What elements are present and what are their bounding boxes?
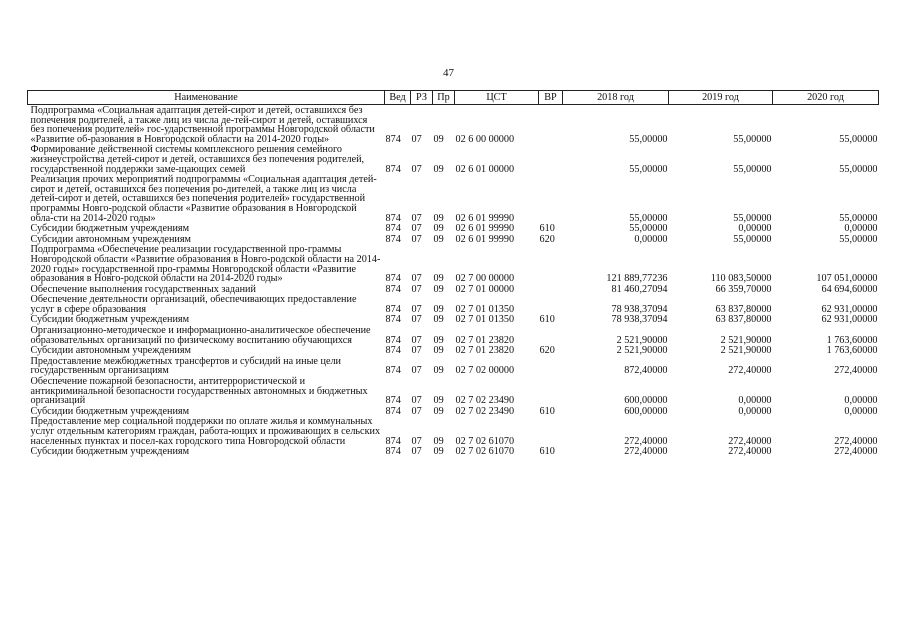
cell-2019: 63 837,80000: [715, 314, 772, 326]
cell-2020: 107 051,00000: [816, 273, 878, 285]
cell-2018: 55,00000: [629, 163, 668, 175]
cell-ved: 874: [385, 283, 401, 295]
table-body: [28, 105, 879, 457]
cell-rz: 07: [411, 446, 422, 458]
cell-name: Подпрограмма «Обеспечение реализации государственной про-граммы Новгородской области «Развитие образования в Новго-родской области на 2014-2020 годы» государственной про-граммы Новгородской области «Развитие образования в Новго-родской области на 2014-2020 годы»: [30, 244, 381, 285]
cell-name: Субсидии бюджетным учреждениям: [30, 446, 190, 458]
header-cst: ЦСТ: [455, 91, 539, 105]
header-pr: Пр: [433, 91, 455, 105]
table-row: [28, 144, 879, 174]
cell-pr: 09: [433, 233, 444, 245]
table-row: [28, 105, 879, 145]
cell-vr: [539, 174, 563, 223]
header-rz: РЗ: [411, 91, 433, 105]
cell-2019: 55,00000: [733, 163, 772, 175]
cell-vr: [539, 105, 563, 145]
cell-cst: 02 6 01 00000: [455, 163, 515, 175]
cell-cst: 02 6 01 99990: [455, 212, 515, 224]
cell-cst: 02 7 01 23820: [455, 345, 515, 357]
cell-cst: 02 6 01 99990: [455, 233, 515, 245]
header-vr: ВР: [539, 91, 563, 105]
header-2019: 2019 год: [669, 91, 773, 105]
cell-pr: 09: [433, 405, 444, 417]
cell-2018: 81 460,27094: [611, 283, 668, 295]
cell-2019: 55,00000: [733, 212, 772, 224]
table-row: [28, 244, 879, 283]
cell-2020: 55,00000: [839, 212, 878, 224]
cell-cst: 02 7 01 23820: [455, 334, 515, 346]
cell-name: Субсидии бюджетным учреждениям: [30, 223, 190, 235]
cell-2020: 64 694,60000: [821, 283, 878, 295]
cell-name: Подпрограмма «Социальная адаптация детей-сирот и детей, оставшихся без попечения родителей, а также лиц из числа де-тей-сирот и детей, оставшихся без попечения родителей» гос-ударственной программы Новгородской области «Развитие об-разования в Новгородской области на 2014-2020 годы»: [30, 105, 375, 145]
cell-2018: 272,40000: [624, 435, 668, 447]
page-number: 47: [443, 67, 454, 79]
cell-2018: 55,00000: [629, 223, 668, 235]
cell-2018: 121 889,77236: [606, 273, 668, 285]
cell-ved: 874: [385, 435, 401, 447]
cell-2018: 0,00000: [634, 233, 668, 245]
cell-vr: [539, 284, 563, 295]
cell-vr: [539, 294, 563, 314]
cell-2020: 272,40000: [834, 446, 878, 458]
cell-rz: 07: [411, 163, 422, 175]
header-ved: Вед: [385, 91, 411, 105]
cell-vr: 610: [539, 223, 555, 235]
cell-cst: 02 7 02 00000: [455, 365, 515, 377]
cell-2020: 272,40000: [834, 435, 878, 447]
cell-rz: 07: [411, 395, 422, 407]
cell-rz: 07: [411, 212, 422, 224]
table-row: [28, 314, 879, 325]
cell-rz: 07: [411, 233, 422, 245]
cell-2019: 272,40000: [728, 365, 772, 377]
cell-pr: 09: [433, 435, 444, 447]
table-row: [28, 356, 879, 376]
cell-2020: 55,00000: [839, 233, 878, 245]
cell-2019: 63 837,80000: [715, 303, 772, 315]
cell-2020: 0,00000: [844, 395, 878, 407]
cell-rz: 07: [411, 283, 422, 295]
table-row: [28, 294, 879, 314]
cell-cst: 02 7 00 00000: [455, 273, 515, 285]
cell-2019: 55,00000: [733, 133, 772, 145]
cell-vr: [539, 416, 563, 446]
cell-vr: 620: [539, 345, 555, 357]
cell-vr: [539, 356, 563, 376]
cell-ved: 874: [385, 223, 401, 235]
cell-ved: 874: [385, 133, 401, 145]
cell-2020: 1 763,60000: [826, 334, 878, 346]
cell-2019: 2 521,90000: [720, 334, 772, 346]
cell-rz: 07: [411, 273, 422, 285]
cell-2019: 0,00000: [738, 405, 772, 417]
cell-pr: 09: [433, 395, 444, 407]
cell-pr: 09: [433, 212, 444, 224]
cell-rz: 07: [411, 365, 422, 377]
table-row: [28, 284, 879, 295]
cell-vr: [539, 325, 563, 345]
header-name: Наименование: [28, 91, 385, 105]
cell-cst: 02 7 01 00000: [455, 283, 515, 295]
cell-cst: 02 7 02 23490: [455, 405, 515, 417]
cell-pr: 09: [433, 273, 444, 285]
cell-ved: 874: [385, 303, 401, 315]
cell-2018: 600,00000: [624, 405, 668, 417]
cell-2019: 0,00000: [738, 395, 772, 407]
header-2020: 2020 год: [773, 91, 879, 105]
cell-rz: 07: [411, 334, 422, 346]
cell-pr: 09: [433, 283, 444, 295]
cell-name: Субсидии бюджетным учреждениям: [30, 405, 190, 417]
cell-2018: 55,00000: [629, 133, 668, 145]
cell-2018: 55,00000: [629, 212, 668, 224]
cell-cst: 02 7 01 01350: [455, 303, 515, 315]
cell-2018: 2 521,90000: [616, 345, 668, 357]
cell-ved: 874: [385, 233, 401, 245]
cell-ved: 874: [385, 365, 401, 377]
cell-rz: 07: [411, 223, 422, 235]
budget-table: [27, 90, 879, 457]
cell-2018: 600,00000: [624, 395, 668, 407]
cell-name: Обеспечение пожарной безопасности, антитеррористической и антикриминальной безопасности государственных автономных и бюджетных организаций: [30, 376, 368, 407]
cell-rz: 07: [411, 345, 422, 357]
table-row: [28, 223, 879, 234]
cell-name: Субсидии автономным учреждениям: [30, 345, 191, 357]
cell-2019: 272,40000: [728, 435, 772, 447]
cell-vr: [539, 144, 563, 174]
cell-cst: 02 7 02 61070: [455, 446, 515, 458]
table-row: [28, 376, 879, 406]
cell-cst: 02 7 02 23490: [455, 395, 515, 407]
cell-name: Субсидии автономным учреждениям: [30, 233, 191, 245]
cell-2019: 2 521,90000: [720, 345, 772, 357]
cell-2018: 2 521,90000: [616, 334, 668, 346]
cell-2020: 0,00000: [844, 405, 878, 417]
cell-name: Обеспечение деятельности организаций, обеспечивающих предоставление услуг в сфере образования: [30, 294, 357, 315]
cell-rz: 07: [411, 133, 422, 145]
cell-cst: 02 7 01 01350: [455, 314, 515, 326]
cell-pr: 09: [433, 365, 444, 377]
cell-2020: 55,00000: [839, 133, 878, 145]
cell-vr: [539, 376, 563, 406]
cell-name: Реализация прочих мероприятий подпрограммы «Социальная адаптация детей-сирот и детей, оставшихся без попечения ро-дителей, а также лиц из числа детей-сирот и детей, оставшихся без попечения родителей» государственной программы Новго-родской области «Развитие образования в Новгородской обла-сти на 2014-2020 годы»: [30, 174, 377, 224]
cell-2018: 78 938,37094: [611, 303, 668, 315]
cell-ved: 874: [385, 395, 401, 407]
table-row: [28, 345, 879, 356]
cell-pr: 09: [433, 345, 444, 357]
cell-2018: 78 938,37094: [611, 314, 668, 326]
cell-ved: 874: [385, 334, 401, 346]
cell-2019: 66 359,70000: [715, 283, 772, 295]
cell-cst: 02 6 00 00000: [455, 133, 515, 145]
cell-2019: 55,00000: [733, 233, 772, 245]
cell-cst: 02 7 02 61070: [455, 435, 515, 447]
cell-2018: 272,40000: [624, 446, 668, 458]
cell-ved: 874: [385, 405, 401, 417]
cell-pr: 09: [433, 446, 444, 458]
cell-rz: 07: [411, 303, 422, 315]
cell-pr: 09: [433, 223, 444, 235]
cell-name: Формирование действенной системы комплексного решения семейного жизнеустройства детей-сирот и детей, оставшихся без попечения родителей, государственной поддержки заме-щающих семей: [30, 144, 365, 175]
cell-ved: 874: [385, 273, 401, 285]
cell-pr: 09: [433, 133, 444, 145]
cell-ved: 874: [385, 345, 401, 357]
cell-2020: 62 931,00000: [821, 314, 878, 326]
cell-name: Предоставление мер социальной поддержки по оплате жилья и коммунальных услуг отдельным категориям граждан, работа-ющих и проживающих в сельских населенных пунктах и посел-ках городского типа Новгородской области: [30, 416, 381, 447]
cell-vr: 610: [539, 314, 555, 326]
header-2018: 2018 год: [563, 91, 669, 105]
cell-vr: [539, 244, 563, 283]
header-row: [28, 91, 879, 105]
cell-name: Организационно-методическое и информационно-аналитическое обеспечение образовательных организаций по физическому воспитанию обучающихся: [30, 325, 371, 346]
cell-pr: 09: [433, 163, 444, 175]
cell-ved: 874: [385, 314, 401, 326]
cell-2019: 0,00000: [738, 223, 772, 235]
cell-cst: 02 6 01 99990: [455, 223, 515, 235]
table-row: [28, 446, 879, 457]
cell-2020: 1 763,60000: [826, 345, 878, 357]
table-row: [28, 416, 879, 446]
cell-pr: 09: [433, 334, 444, 346]
cell-rz: 07: [411, 405, 422, 417]
cell-name: Субсидии бюджетным учреждениям: [30, 314, 190, 326]
cell-pr: 09: [433, 303, 444, 315]
cell-name: Предоставление межбюджетных трансфертов и субсидий на иные цели государственным организациям: [30, 355, 342, 377]
cell-2020: 272,40000: [834, 365, 878, 377]
cell-name: Обеспечение выполнения государственных заданий: [30, 283, 256, 295]
cell-vr: 610: [539, 446, 555, 458]
cell-ved: 874: [385, 163, 401, 175]
cell-ved: 874: [385, 212, 401, 224]
cell-pr: 09: [433, 314, 444, 326]
table-row: [28, 406, 879, 417]
cell-2020: 0,00000: [844, 223, 878, 235]
table-row: [28, 325, 879, 345]
cell-2019: 110 083,50000: [710, 273, 772, 285]
cell-2020: 55,00000: [839, 163, 878, 175]
cell-rz: 07: [411, 314, 422, 326]
cell-2020: 62 931,00000: [821, 303, 878, 315]
cell-ved: 874: [385, 446, 401, 458]
cell-vr: 610: [539, 405, 555, 417]
cell-2019: 272,40000: [728, 446, 772, 458]
cell-rz: 07: [411, 435, 422, 447]
table-row: [28, 174, 879, 223]
cell-vr: 620: [539, 233, 555, 245]
table-row: [28, 234, 879, 245]
cell-2018: 872,40000: [624, 365, 668, 377]
